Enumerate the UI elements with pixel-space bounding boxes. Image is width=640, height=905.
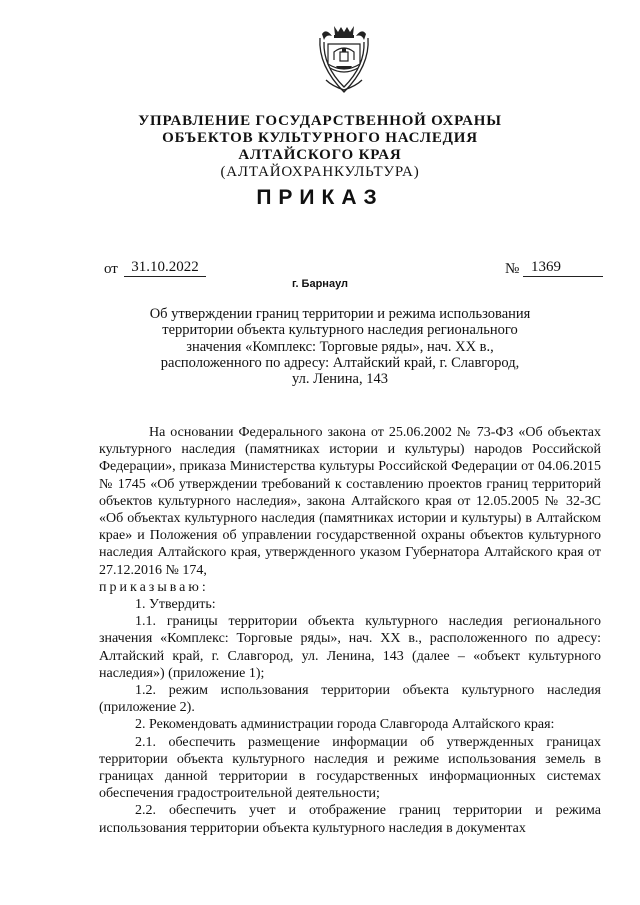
agency-name [0,113,640,164]
subject-line-2: территории объекта культурного наследия регионального [162,322,518,339]
coat-of-arms-icon [312,22,376,96]
clause-1: 1. Утвердить: [135,597,216,613]
number-prefix: № [505,261,520,277]
clause-2-2: 2.2. обеспечить учет и отображение границ территории и режима использования территории объекта культурного наследия в документах [99,803,601,836]
agency-name-line-2: ОБЪЕКТОВ КУЛЬТУРНОГО НАСЛЕДИЯ [162,130,478,146]
order-word: приказываю: [99,579,209,595]
document-type: ПРИКАЗ [256,186,384,209]
subject-line-3: значения «Комплекс: Торговые ряды», нач. XX в., [186,338,494,355]
subject-line-4: расположенного по адресу: Алтайский край, г. Славгород, [160,354,520,371]
document-number: 1369 [523,259,603,277]
preamble-paragraph: На основании Федерального закона от 25.06.2002 № 73-ФЗ «Об объектах культурного наследия (памятниках истории и культуры) народов Российской Федерации», приказа Министерства культуры Российской Федерации от 04.06.2015 № 1745 «Об утверждении требований к составлению проектов границ территорий объектов культурного наследия», закона Алтайского края от 12.05.2005 № 32-ЗС «Об объектах культурного наследия (памятниках истории и культуры) в Алтайском крае» и Положения об управлении государственной охраны объектов культурного наследия Алтайского края, утвержденного указом Губернатора Алтайского края от 27.12.2016 № 174, [99,425,601,578]
document-date: 31.10.2022 [124,259,206,277]
document-city: г. Барнаул [291,278,349,290]
agency-name-line-3: АЛТАЙСКОГО КРАЯ [238,147,402,163]
document-subject [140,306,540,387]
subject-line-5: ул. Ленина, 143 [292,371,388,388]
clause-2: 2. Рекомендовать администрации города Славгорода Алтайского края: [135,717,555,733]
agency-name-line-1: УПРАВЛЕНИЕ ГОСУДАРСТВЕННОЙ ОХРАНЫ [138,113,502,129]
clause-1-1: 1.1. границы территории объекта культурного наследия регионального значения «Комплекс: Торговые ряды», нач. XX в., расположенного по адресу: Алтайский край, г. Славгород, ул. Ленина, 143 (далее – «объект культурного наследия») (приложение 1); [99,614,601,681]
clause-1-2: 1.2. режим использования территории объекта культурного наследия (приложение 2). [99,683,601,716]
agency-short-name: (АЛТАЙОХРАНКУЛЬТУРА) [220,164,420,180]
date-prefix: от [104,261,118,277]
document-body [99,424,601,837]
subject-line-1: Об утверждении границ территории и режима использования [149,306,531,322]
clause-2-1: 2.1. обеспечить размещение информации об утвержденных границах территории объекта культурного наследия и режиме использования земель в границах данной территории в государственных информационных системах обеспечения градостроительной деятельности; [99,734,601,802]
